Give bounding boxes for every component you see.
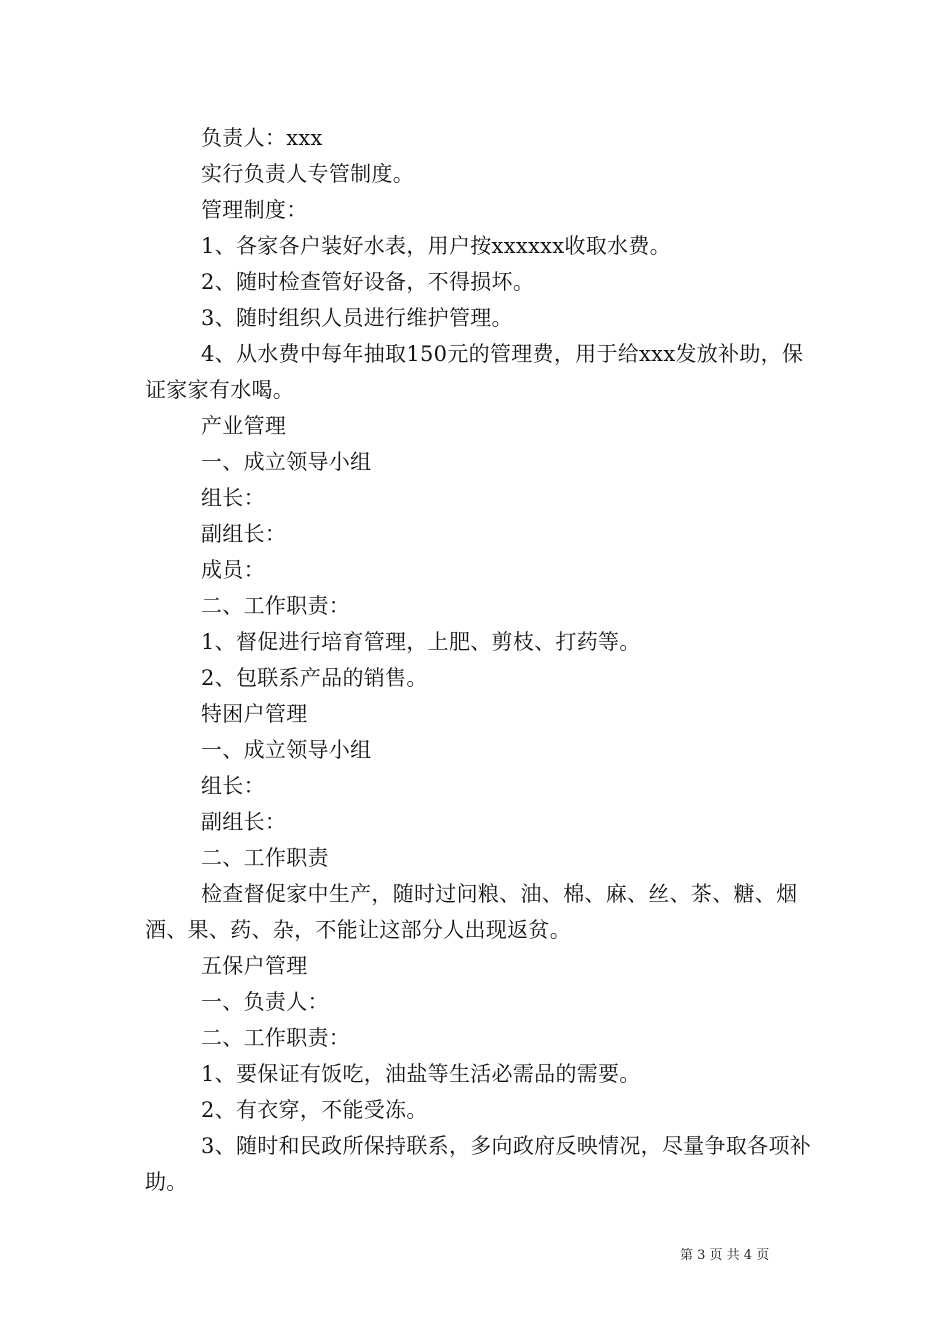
list-item: 2、有衣穿，不能受冻。 <box>201 1098 428 1122</box>
section-heading-five-guarantees: 五保户管理 <box>201 954 308 978</box>
list-item: 1、要保证有饭吃，油盐等生活必需品的需要。 <box>201 1062 641 1086</box>
paragraph: 副组长： <box>201 522 287 546</box>
paragraph: 检查督促家中生产，随时过问粮、油、棉、麻、丝、茶、糖、烟酒、果、药、杂，不能让这部分人出现返贫。 <box>145 882 798 942</box>
paragraph: 组长： <box>201 774 265 798</box>
paragraph-heading: 管理制度： <box>201 198 308 222</box>
section-heading-industry: 产业管理 <box>201 414 287 438</box>
section-heading-poor-households: 特困户管理 <box>201 702 308 726</box>
list-item: 1、各家各户装好水表，用户按xxxxxx收取水费。 <box>201 234 671 258</box>
list-item: 2、包联系产品的销售。 <box>201 666 428 690</box>
paragraph-responsible-person: 负责人：xxx <box>201 126 323 150</box>
paragraph: 二、工作职责： <box>201 1026 351 1050</box>
paragraph: 二、工作职责 <box>201 846 329 870</box>
paragraph: 一、成立领导小组 <box>201 450 372 474</box>
list-item: 3、随时组织人员进行维护管理。 <box>201 306 513 330</box>
page-number-footer: 第 3 页 共 4 页 <box>680 1248 770 1263</box>
paragraph: 二、工作职责： <box>201 594 351 618</box>
list-item: 4、从水费中每年抽取150元的管理费，用于给xxx发放补助，保证家家有水喝。 <box>145 342 804 402</box>
paragraph: 副组长： <box>201 810 287 834</box>
paragraph: 成员： <box>201 558 265 582</box>
document-body <box>145 120 813 1200</box>
paragraph: 一、成立领导小组 <box>201 738 372 762</box>
list-item: 1、督促进行培育管理，上肥、剪枝、打药等。 <box>201 630 641 654</box>
list-item: 3、随时和民政所保持联系，多向政府反映情况，尽量争取各项补助。 <box>145 1134 812 1194</box>
paragraph: 一、负责人： <box>201 990 329 1014</box>
paragraph: 实行负责人专管制度。 <box>201 162 414 186</box>
paragraph: 组长： <box>201 486 265 510</box>
list-item: 2、随时检查管好设备，不得损坏。 <box>201 270 535 294</box>
